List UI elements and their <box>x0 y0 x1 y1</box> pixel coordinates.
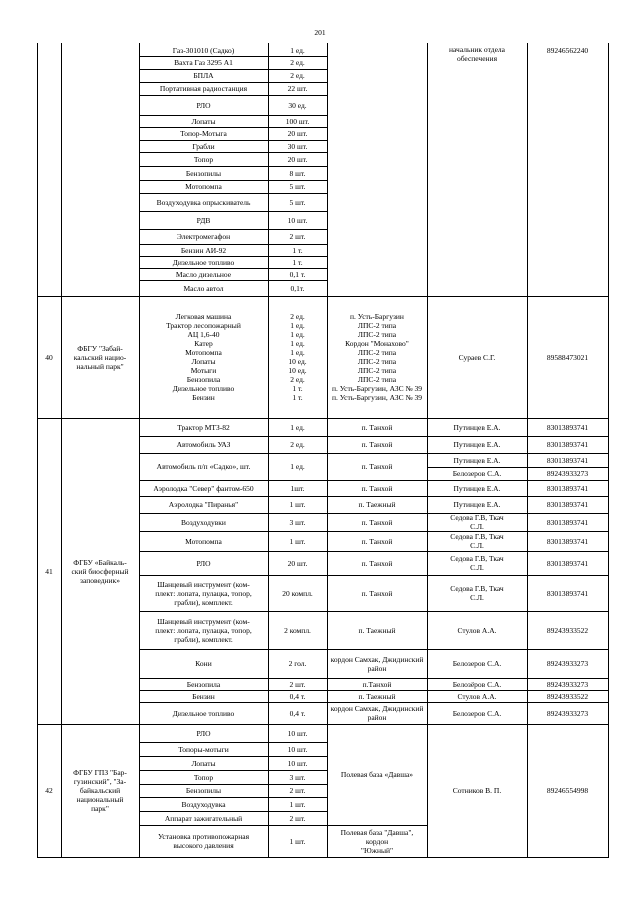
item-name: Грабли <box>192 141 215 151</box>
item-quantity: 100 шт. <box>285 116 310 126</box>
contact-phone: 83013893741 <box>546 422 589 432</box>
item-name: БПЛА <box>193 71 214 80</box>
organization-name: ФГБУ ГПЗ "Бар- гузинский", "За- байкальский национальный парк" <box>73 768 127 813</box>
contact-phone: 89243933522 <box>546 625 589 635</box>
contact-phone: 83013893741 <box>546 455 589 465</box>
row-rule <box>139 193 328 194</box>
item-name: РЛО <box>196 100 211 110</box>
item-name: Шанцевый инструмент (ком- плект: лопата, пулацка, топор, грабли), комплект. <box>155 616 252 644</box>
responsible-person: Путинцев Е.А. <box>453 440 501 449</box>
column-rule <box>61 43 62 858</box>
item-quantity: 2 ед. <box>290 58 305 67</box>
item-quantity: 0,4 т. <box>289 691 306 701</box>
row-rule <box>139 69 328 70</box>
item-quantity: 1шт. <box>290 483 305 493</box>
contact-phone: 89243933522 <box>546 691 589 701</box>
row-rule <box>139 56 328 57</box>
responsible-person: Белозеров С.А. <box>452 469 502 478</box>
row-rule <box>139 256 328 257</box>
contact-phone: 83013893741 <box>546 517 589 527</box>
item-name: Бензин <box>192 691 215 701</box>
item-name: Бензин АИ-92 <box>180 245 227 255</box>
row-rule <box>139 95 328 96</box>
item-location: п. Танхой <box>361 517 393 527</box>
contact-phone: 83013893741 <box>546 588 589 598</box>
item-quantity: 0,1т. <box>290 283 305 293</box>
column-rule <box>139 43 140 858</box>
item-quantity: 1 шт. <box>289 500 306 509</box>
item-name: Воздуходувка опрыскиватель <box>156 197 251 207</box>
contact-phone: 89243933273 <box>546 679 589 689</box>
item-quantity: 20 шт. <box>287 129 308 138</box>
responsible-person: Путинцев Е.А. <box>453 422 501 432</box>
column-rule <box>608 43 609 858</box>
item-quantity: 5 шт. <box>289 182 306 191</box>
item-name: Воздуходувка <box>181 799 226 809</box>
column-rule <box>327 43 328 858</box>
item-name: Аппарат зажигательный <box>164 813 243 823</box>
item-name: Топор-Мотыга <box>180 129 227 138</box>
item-name: Вахта Газ 3295 А1 <box>174 58 233 67</box>
item-quantity: 3 шт. <box>289 517 306 527</box>
item-name: Воздуходувки <box>181 517 226 527</box>
contact-phone: 83013893741 <box>546 558 589 568</box>
item-name: Лопаты <box>191 116 216 126</box>
item-location: п. Таежный <box>358 625 396 635</box>
item-quantities: 2 ед. 1 ед. 1 ед. 1 ед. 1 ед. 10 ед. 10 ед. 2 ед. 1 т. 1 т. <box>288 312 307 402</box>
item-quantity: 1 ед. <box>290 422 305 432</box>
item-quantity: 0,1 т. <box>289 269 306 279</box>
item-name: Газ-301010 (Садко) <box>172 45 235 55</box>
item-location: п. Таежный <box>358 691 396 701</box>
item-location: п. Танхой <box>361 588 393 598</box>
item-name: Установка противопожарная высокого давления <box>157 832 250 850</box>
item-name: Мотопомпа <box>185 182 222 191</box>
column-rule <box>37 43 38 858</box>
column-rule <box>268 43 269 858</box>
row-rule <box>139 180 328 181</box>
responsible-person: Седова Г.В, Ткач С.Л. <box>450 532 504 550</box>
row-rule <box>139 140 328 141</box>
item-name: РДВ <box>196 215 211 225</box>
item-quantity: 2 компл. <box>284 625 311 635</box>
item-quantity: 1 ед. <box>290 45 305 55</box>
row-number: 42 <box>45 786 53 795</box>
item-quantity: 2 шт. <box>289 232 306 241</box>
page-number: 201 <box>314 28 326 37</box>
responsible-person: Седова Г.В, Ткач С.Л. <box>450 554 504 572</box>
item-location: п. Танхой <box>361 422 393 432</box>
responsible-person: Стулов А.А. <box>457 625 497 635</box>
item-quantity: 8 шт. <box>289 168 306 178</box>
row-rule <box>139 115 328 116</box>
item-name: Шанцевый инструмент (ком- плект: лопата, пулацка, топор, грабли), комплект. <box>155 579 252 607</box>
item-quantity: 2 шт. <box>289 786 306 795</box>
responsible-person: Белозёров С.А. <box>452 679 502 689</box>
item-quantity: 2 ед. <box>290 440 305 449</box>
row-number: 40 <box>45 352 53 362</box>
responsible-person: Путинцев Е.А. <box>453 455 501 465</box>
item-quantity: 1 т. <box>292 257 303 267</box>
contact-phone: 83013893741 <box>546 483 589 493</box>
item-quantity: 10 шт. <box>287 728 308 738</box>
row-rule <box>139 166 328 167</box>
contact-position: начальник отдела обеспечения <box>449 45 505 63</box>
row-rule <box>139 127 328 128</box>
equipment-table <box>37 43 608 857</box>
contact-phone: 83013893741 <box>546 500 589 509</box>
item-quantity: 1 шт. <box>289 799 306 809</box>
item-name: Дизельное топливо <box>172 708 235 718</box>
responsible-person: Путинцев Е.А. <box>453 500 501 509</box>
contact-phone: 89588473021 <box>546 352 589 362</box>
organization-name: ФБГУ "Забай- кальский нацио- нальный парк" <box>73 343 127 371</box>
row-number: 41 <box>45 566 53 576</box>
item-quantity: 3 шт. <box>289 772 306 782</box>
responsible-person: Стулов А.А. <box>457 691 497 701</box>
item-name: Автомобиль УАЗ <box>176 440 231 449</box>
item-location: кордон Самхак, Джидинский район <box>330 654 424 673</box>
item-name: Масло дизельное <box>175 269 232 279</box>
item-location: п. Танхой <box>361 558 393 568</box>
item-quantity: 1 шт. <box>289 836 306 846</box>
item-name: Масло автол <box>183 283 224 293</box>
item-name: Топор <box>193 772 214 782</box>
row-rule <box>37 857 609 858</box>
item-quantity: 30 ед. <box>288 100 307 110</box>
item-quantity: 20 шт. <box>287 154 308 164</box>
item-name: Топор <box>193 154 214 164</box>
item-name: Лопаты <box>191 758 216 768</box>
item-location: п. Танхой <box>361 483 393 493</box>
contact-phone: 83013893741 <box>546 536 589 546</box>
item-quantity: 10 шт. <box>287 744 308 754</box>
row-rule <box>139 152 328 153</box>
responsible-person: Сотников В. П. <box>452 786 502 795</box>
contact-phone: 89243933273 <box>546 469 589 478</box>
item-name: Трактор МТЗ-82 <box>177 422 230 432</box>
item-location: п. Таежный <box>358 500 396 509</box>
contact-phone: 89246554998 <box>546 786 589 795</box>
item-quantity: 2 шт. <box>289 679 306 689</box>
item-quantity: 30 шт. <box>287 141 308 151</box>
item-name: Дизельное топливо <box>172 257 235 267</box>
item-name: Портативная радиостанция <box>159 84 248 93</box>
item-location: кордон Самхак, Джидинский район <box>330 704 424 722</box>
row-rule <box>139 229 328 230</box>
contact-phone: 89246562240 <box>546 45 589 55</box>
contact-phone: 89243933273 <box>546 708 589 718</box>
item-name: Топоры-мотыги <box>178 744 229 754</box>
row-rule <box>139 211 328 212</box>
contact-phone: 89243933273 <box>546 659 589 668</box>
item-name: Бензопилы <box>185 786 222 795</box>
responsible-person: Путинцев Е.А. <box>453 483 501 493</box>
row-rule <box>139 280 328 281</box>
item-name: Аэролодка "Пиранья" <box>168 500 239 509</box>
item-quantity: 1 шт. <box>289 536 306 546</box>
item-name: Кони <box>195 659 212 668</box>
item-quantity: 22 шт. <box>287 84 308 93</box>
item-location: п. Танхой <box>361 536 393 546</box>
item-names: Легковая машина Трактор лесопожарный АЦ 1,6-40 Катер Мотопомпа Лопаты Мотыги Бензопила Дизельное топливо Бензин <box>166 312 241 402</box>
responsible-person: Седова Г.В, Ткач С.Л. <box>450 584 504 602</box>
item-quantity: 20 шт. <box>287 558 308 568</box>
item-quantity: 1 т. <box>292 245 303 255</box>
row-rule <box>139 244 328 245</box>
column-rule <box>427 43 428 858</box>
item-quantity: 10 шт. <box>287 758 308 768</box>
item-quantity: 0,4 т. <box>289 708 306 718</box>
item-location: п. Танхой <box>361 440 393 449</box>
responsible-person: Белозеров С.А. <box>452 659 502 668</box>
column-rule <box>527 43 528 858</box>
item-location: Полевая база «Давша» <box>340 770 414 779</box>
item-quantity: 2 гол. <box>288 659 307 668</box>
item-location: п.Танхой <box>362 679 392 689</box>
item-quantity: 10 шт. <box>287 215 308 225</box>
responsible-person: Седова Г.В, Ткач С.Л. <box>450 513 504 531</box>
item-name: РЛО <box>196 558 211 568</box>
item-name: Автомобиль п/п «Садко», шт. <box>156 462 251 471</box>
item-location: п. Танхой <box>361 462 393 471</box>
item-quantity: 1 ед. <box>290 462 305 471</box>
item-name: Бензопилы <box>185 168 222 178</box>
organization-name: ФГБУ «Байкаль- ский биосферный заповедник» <box>71 557 129 585</box>
row-rule <box>139 82 328 83</box>
item-quantity: 5 шт. <box>289 197 306 207</box>
item-name: РЛО <box>196 728 211 738</box>
item-name: Электромегафон <box>176 232 231 241</box>
item-quantity: 20 компл. <box>282 588 313 598</box>
contact-phone: 83013893741 <box>546 440 589 449</box>
row-rule <box>139 268 328 269</box>
item-location: Полевая база "Давша", кордон "Южный" <box>340 827 414 855</box>
responsible-person: Сураев С.Г. <box>458 352 496 362</box>
item-quantity: 2 шт. <box>289 813 306 823</box>
responsible-person: Белозеров С.А. <box>452 708 502 718</box>
item-name: Мотопомпа <box>185 536 222 546</box>
item-name: Бензопила <box>186 679 221 689</box>
item-quantity: 2 ед. <box>290 71 305 80</box>
item-name: Аэролодка "Север" фантом-650 <box>153 483 254 493</box>
item-locations: п. Усть-Баргузин ЛПС-2 типа ЛПС-2 типа Кордон "Монахово" ЛПС-2 типа ЛПС-2 типа ЛПС-2 типа ЛПС-2 типа п. Усть-Баргузин, АЗС № 39 п. Усть-Баргузин, АЗС № 39 <box>331 312 423 402</box>
